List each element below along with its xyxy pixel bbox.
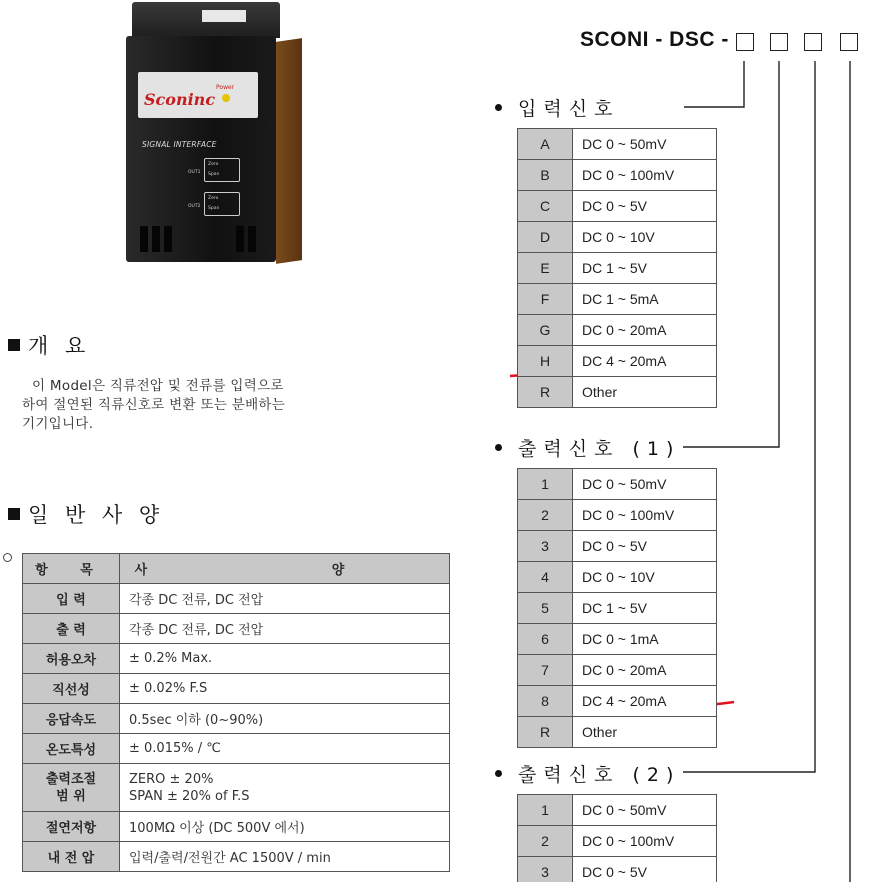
zero-label: Zero bbox=[208, 162, 219, 167]
square-bullet-icon bbox=[8, 339, 20, 351]
out2-adjust-box bbox=[204, 192, 240, 216]
code-cell: 7 bbox=[518, 655, 573, 686]
table-row bbox=[23, 812, 450, 842]
table-row bbox=[518, 191, 717, 222]
spec-value-cell: 각종 DC 전류, DC 전압 bbox=[120, 584, 450, 614]
code-box-input bbox=[736, 33, 754, 51]
table-row bbox=[518, 469, 717, 500]
spec-key-cell: 허용오차 bbox=[23, 644, 120, 674]
model-code-label: SCONI - DSC - bbox=[580, 28, 729, 51]
out1-label: OUT1 bbox=[188, 170, 201, 175]
table-row bbox=[23, 842, 450, 872]
span-label: Span bbox=[208, 172, 220, 177]
column-header-item: 항 목 bbox=[23, 554, 120, 584]
code-cell: A bbox=[518, 129, 573, 160]
overview-paragraph bbox=[22, 377, 402, 434]
description-cell: DC 0 ~ 10V bbox=[573, 562, 717, 593]
specs-heading: 일 반 사 양 bbox=[8, 499, 164, 529]
vent-slot bbox=[164, 226, 172, 252]
code-box-output1 bbox=[770, 33, 788, 51]
overview-line: 이 Model은 직류전압 및 전류를 입력으로 bbox=[32, 378, 284, 394]
output-signal-1-title: 출력신호 (1) bbox=[495, 434, 680, 461]
square-bullet-icon bbox=[8, 508, 20, 520]
spec-key-cell: 출력조절 범 위 bbox=[23, 764, 120, 812]
table-row bbox=[518, 253, 717, 284]
table-row bbox=[518, 655, 717, 686]
spec-value-cell: ± 0.02% F.S bbox=[120, 674, 450, 704]
spec-key-cell: 출 력 bbox=[23, 614, 120, 644]
description-cell: DC 0 ~ 50mV bbox=[573, 129, 717, 160]
code-cell: C bbox=[518, 191, 573, 222]
output-signal-2-title: 출력신호 (2) bbox=[495, 760, 680, 787]
table-row bbox=[23, 704, 450, 734]
spec-value-cell: 각종 DC 전류, DC 전압 bbox=[120, 614, 450, 644]
code-box-option bbox=[840, 33, 858, 51]
table-row bbox=[518, 857, 717, 882]
code-cell: 1 bbox=[518, 469, 573, 500]
code-cell: 2 bbox=[518, 826, 573, 857]
description-cell: DC 0 ~ 1mA bbox=[573, 624, 717, 655]
code-cell: 4 bbox=[518, 562, 573, 593]
table-row bbox=[518, 346, 717, 377]
table-row bbox=[518, 500, 717, 531]
table-row bbox=[23, 674, 450, 704]
spec-key-cell: 직선성 bbox=[23, 674, 120, 704]
zero-label: Zero bbox=[208, 196, 219, 201]
description-cell: Other bbox=[573, 717, 717, 748]
table-row bbox=[518, 160, 717, 191]
spec-key-cell: 절연저항 bbox=[23, 812, 120, 842]
description-cell: DC 0 ~ 5V bbox=[573, 531, 717, 562]
description-cell: DC 0 ~ 100mV bbox=[573, 826, 717, 857]
spec-key-cell: 응답속도 bbox=[23, 704, 120, 734]
code-cell: 3 bbox=[518, 857, 573, 882]
spec-key-cell: 내 전 압 bbox=[23, 842, 120, 872]
code-cell: G bbox=[518, 315, 573, 346]
power-led-icon bbox=[222, 94, 230, 102]
table-row bbox=[23, 734, 450, 764]
code-cell: 2 bbox=[518, 500, 573, 531]
description-cell: DC 0 ~ 50mV bbox=[573, 469, 717, 500]
bullet-dot-icon bbox=[495, 770, 502, 777]
overview-line: 기기입니다. bbox=[22, 416, 94, 432]
code-cell: R bbox=[518, 377, 573, 408]
device-top bbox=[132, 2, 280, 38]
table-row bbox=[518, 686, 717, 717]
bullet-dot-icon bbox=[495, 444, 502, 451]
code-cell: 5 bbox=[518, 593, 573, 624]
spec-value-cell: 입력/출력/전원간 AC 1500V / min bbox=[120, 842, 450, 872]
code-cell: H bbox=[518, 346, 573, 377]
vent-slot bbox=[248, 226, 256, 252]
vent-slot bbox=[236, 226, 244, 252]
table-row bbox=[518, 624, 717, 655]
description-cell: DC 0 ~ 20mA bbox=[573, 655, 717, 686]
device-panel-label: SIGNAL INTERFACE bbox=[142, 140, 217, 149]
table-row bbox=[518, 129, 717, 160]
code-cell: 1 bbox=[518, 795, 573, 826]
table-header-row bbox=[23, 554, 450, 584]
code-cell: 8 bbox=[518, 686, 573, 717]
table-row bbox=[518, 284, 717, 315]
table-row bbox=[23, 644, 450, 674]
device-side bbox=[276, 38, 302, 264]
table-row bbox=[518, 826, 717, 857]
description-cell: DC 0 ~ 100mV bbox=[573, 500, 717, 531]
table-row bbox=[23, 614, 450, 644]
out2-label: OUT2 bbox=[188, 204, 201, 209]
circle-icon bbox=[3, 553, 12, 562]
spec-value-cell: ± 0.2% Max. bbox=[120, 644, 450, 674]
description-cell: DC 4 ~ 20mA bbox=[573, 346, 717, 377]
description-cell: DC 0 ~ 20mA bbox=[573, 315, 717, 346]
table-row bbox=[23, 584, 450, 614]
table-row bbox=[518, 315, 717, 346]
code-cell: E bbox=[518, 253, 573, 284]
output-signal-1-table bbox=[517, 468, 717, 748]
spec-key-cell: 온도특성 bbox=[23, 734, 120, 764]
power-label: Power bbox=[216, 84, 235, 91]
product-photo bbox=[118, 0, 308, 268]
description-cell: DC 0 ~ 10V bbox=[573, 222, 717, 253]
code-cell: D bbox=[518, 222, 573, 253]
overview-line: 하여 절연된 직류신호로 변환 또는 분배하는 bbox=[22, 397, 286, 413]
description-cell: DC 0 ~ 5V bbox=[573, 857, 717, 882]
overview-heading: 개 요 bbox=[8, 330, 90, 360]
span-label: Span bbox=[208, 206, 220, 211]
table-row bbox=[518, 593, 717, 624]
code-cell: B bbox=[518, 160, 573, 191]
code-box-output2 bbox=[804, 33, 822, 51]
device-logo: Sconinc bbox=[144, 90, 216, 109]
description-cell: DC 0 ~ 100mV bbox=[573, 160, 717, 191]
table-row bbox=[518, 717, 717, 748]
table-row bbox=[23, 764, 450, 812]
description-cell: DC 0 ~ 5V bbox=[573, 191, 717, 222]
description-cell: DC 1 ~ 5V bbox=[573, 593, 717, 624]
table-row bbox=[518, 562, 717, 593]
vent-slot bbox=[152, 226, 160, 252]
table-row bbox=[518, 795, 717, 826]
spec-table bbox=[22, 553, 450, 872]
description-cell: DC 4 ~ 20mA bbox=[573, 686, 717, 717]
description-cell: DC 1 ~ 5mA bbox=[573, 284, 717, 315]
description-cell: DC 1 ~ 5V bbox=[573, 253, 717, 284]
spec-value-cell: ZERO ± 20% SPAN ± 20% of F.S bbox=[120, 764, 450, 812]
out1-adjust-box bbox=[204, 158, 240, 182]
vent-slot bbox=[140, 226, 148, 252]
table-row bbox=[518, 377, 717, 408]
spec-value-cell: ± 0.015% / ℃ bbox=[120, 734, 450, 764]
description-cell: DC 0 ~ 50mV bbox=[573, 795, 717, 826]
column-header-spec: 사 양 bbox=[120, 554, 450, 584]
input-signal-table bbox=[517, 128, 717, 408]
spec-key-cell: 입 력 bbox=[23, 584, 120, 614]
code-cell: F bbox=[518, 284, 573, 315]
description-cell: Other bbox=[573, 377, 717, 408]
spec-value-cell: 100MΩ 이상 (DC 500V 에서) bbox=[120, 812, 450, 842]
code-cell: 3 bbox=[518, 531, 573, 562]
code-cell: R bbox=[518, 717, 573, 748]
code-cell: 6 bbox=[518, 624, 573, 655]
output-signal-2-table bbox=[517, 794, 717, 882]
table-row bbox=[518, 222, 717, 253]
table-row bbox=[518, 531, 717, 562]
bullet-dot-icon bbox=[495, 104, 502, 111]
spec-value-cell: 0.5sec 이하 (0~90%) bbox=[120, 704, 450, 734]
input-signal-title: 입력신호 bbox=[495, 94, 619, 121]
